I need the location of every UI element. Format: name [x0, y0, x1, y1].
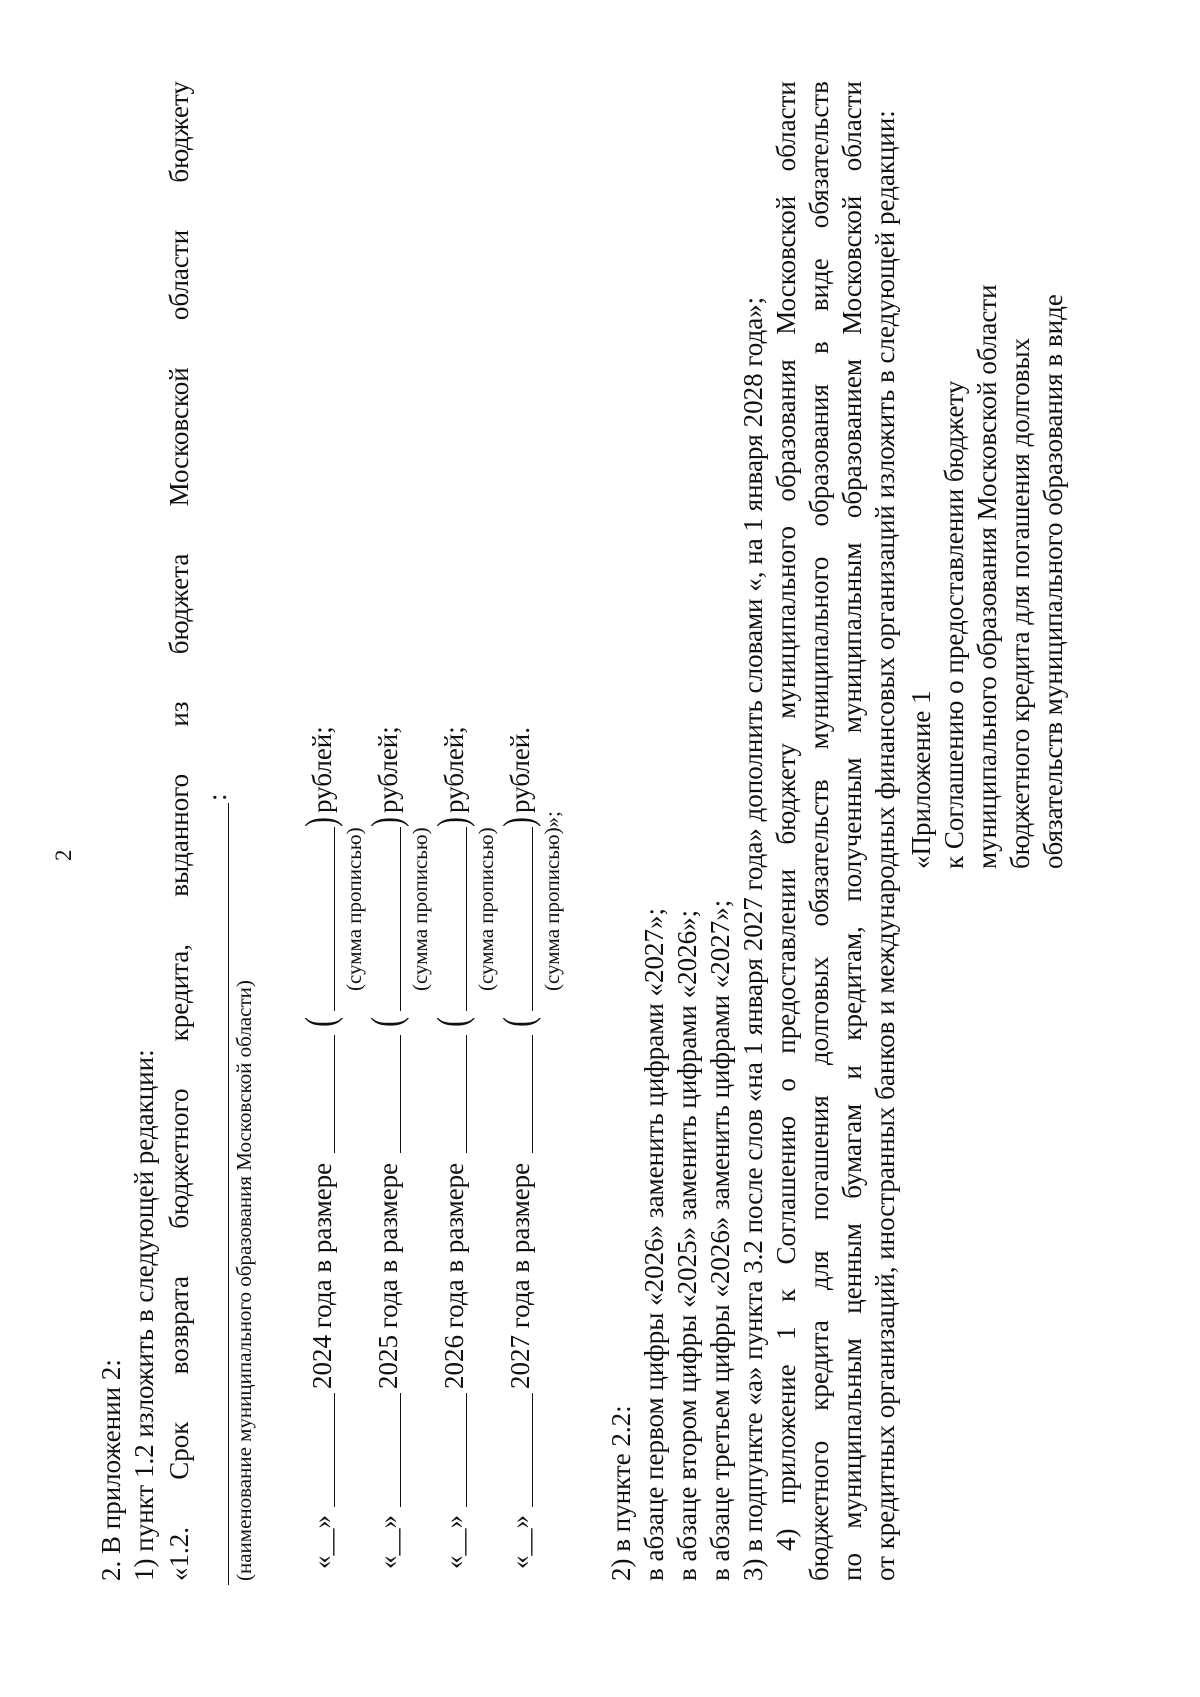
amount-blank-line [532, 1035, 533, 1153]
open-paren: ( [430, 1017, 476, 1027]
colon-after-blank: : [202, 793, 232, 801]
item4-word: долговых [804, 956, 834, 1066]
close-paren: ) [430, 817, 476, 827]
item4-word: Московской [837, 195, 867, 335]
item4-word: бюджетного [804, 1440, 834, 1581]
item4-word: муниципальным [837, 1338, 867, 1529]
currency-label: рублей; [307, 726, 337, 813]
appendix-header-line-4: бюджетного кредита для погашения долговых [1005, 337, 1035, 869]
item4-word: Соглашению [771, 1115, 801, 1265]
close-paren: ) [496, 817, 542, 827]
year-label: 2027 года в размере [505, 1162, 535, 1389]
currency-label: рублей; [373, 726, 403, 813]
item4-word: ценным [837, 1223, 867, 1314]
open-paren: ( [298, 1017, 344, 1027]
item4-line-2 [806, 81, 833, 1581]
appendix-header-line-2: к Соглашению о предоставлении бюджету [939, 380, 969, 869]
item4-word: муниципального [771, 525, 801, 719]
month-blank-line [532, 1393, 533, 1507]
year-label: 2026 года в размере [439, 1162, 469, 1389]
item4-word: виде [804, 258, 834, 312]
page-number: 2 [51, 849, 76, 861]
appendix-header-line-5: обязательств муниципального образования в виде [1038, 294, 1068, 869]
item4-word: кредита [804, 1320, 834, 1411]
close-paren: ) [298, 817, 344, 827]
item4-word: образования [771, 359, 801, 502]
close-paren: ) [364, 817, 410, 827]
clause-word: Срок [164, 1421, 194, 1480]
item4-word: к [771, 1288, 801, 1302]
item4-word: по [837, 1553, 867, 1581]
day-blank: «__» [505, 1515, 535, 1569]
item3-text: 3) в подпункте «а» пункта 3.2 после слов «на 1 января 2027 года» дополнить словами «, на 1 января 2028 года»; [738, 296, 768, 1581]
amount-words-blank-line [466, 827, 467, 1011]
item4-word: приложение [771, 1364, 801, 1505]
amount-words-blank-line [532, 827, 533, 1011]
amount-blank-line [334, 1035, 335, 1153]
section-title: 2. В приложении 2: [96, 1359, 126, 1581]
amount-caption: (сумма прописью) [408, 827, 432, 991]
open-paren: ( [496, 1017, 542, 1027]
item4-word: обязательств [804, 779, 834, 927]
municipality-blank-line [228, 803, 229, 1585]
year-label: 2024 года в размере [307, 1162, 337, 1389]
item4-last-line: от кредитных организаций, иностранных банков и международных финансовых организаций изложить в следующей редакции: [870, 110, 900, 1581]
open-paren: ( [364, 1017, 410, 1027]
item4-word: образования [804, 384, 834, 527]
appendix-header-line-1: «Приложение 1 [906, 690, 936, 869]
amount-caption: (сумма прописью) [474, 827, 498, 991]
clause-word: «1.2. [164, 1527, 194, 1581]
item4-word: 4) [771, 1528, 801, 1551]
amount-blank-line [466, 1035, 467, 1153]
item4-word: о [771, 1078, 801, 1092]
item2-line-3: в абзаце третьем цифры «2026» заменить цифрами «2027»; [705, 899, 735, 1581]
day-blank: «__» [307, 1515, 337, 1569]
item4-word: полученным [837, 757, 867, 902]
clause-word: кредита, [164, 944, 194, 1042]
amount-blank-line [400, 1035, 401, 1153]
day-blank: «__» [439, 1515, 469, 1569]
item4-word: 1 [771, 1326, 801, 1340]
item4-line-3 [839, 81, 866, 1581]
item4-word: области [771, 81, 801, 172]
clause-word: бюджетного [164, 1088, 194, 1229]
item4-word: образованием [837, 359, 867, 519]
amount-caption: (сумма прописью) [342, 827, 366, 991]
item4-word: бюджету [771, 743, 801, 845]
item4-word: Московской [771, 195, 801, 335]
item4-word: обязательств [804, 81, 834, 229]
item4-word: кредитам, [837, 926, 867, 1041]
item4-word: в [804, 341, 834, 355]
item4-word: муниципального [804, 556, 834, 750]
clause-word: области [164, 229, 194, 321]
month-blank-line [334, 1393, 335, 1507]
item2-intro: 2) в пункте 2.2: [606, 1405, 636, 1581]
clause-word: бюджета [164, 553, 194, 655]
item2-line-2: в абзаце втором цифры «2025» заменить цифрами «2026»; [672, 909, 702, 1581]
appendix-header-line-3: муниципального образования Московской области [972, 284, 1002, 869]
clause-word: из [164, 701, 194, 727]
item4-word: предоставлении [771, 868, 801, 1054]
clause-word: возврата [164, 1276, 194, 1375]
clause-word: бюджету [164, 81, 194, 183]
clause-1-2-line [166, 81, 193, 1581]
clause-word: выданного [164, 773, 194, 897]
month-blank-line [466, 1393, 467, 1507]
day-blank: «__» [373, 1515, 403, 1569]
item4-word: области [837, 81, 867, 172]
item4-word: муниципальным [837, 542, 867, 734]
amount-caption: (сумма прописью)»; [540, 811, 564, 991]
currency-label: рублей; [439, 726, 469, 813]
item4-word: бумагам [837, 1103, 867, 1199]
clause-word: Московской [164, 367, 194, 507]
year-label: 2025 года в размере [373, 1162, 403, 1389]
item1-intro: 1) пункт 1.2 изложить в следующей редакции: [129, 1049, 159, 1581]
amount-words-blank-line [334, 827, 335, 1011]
item2-line-1: в абзаце первом цифры «2026» заменить цифрами «2027»; [639, 907, 669, 1581]
amount-words-blank-line [400, 827, 401, 1011]
item4-word: и [837, 1064, 867, 1080]
item4-word: для [804, 1250, 834, 1291]
item4-word: погашения [804, 1095, 834, 1221]
month-blank-line [400, 1393, 401, 1507]
item4-line-1 [773, 81, 800, 1551]
municipality-caption: (наименование муниципального образования Московской области) [232, 980, 256, 1581]
currency-label: рублей. [505, 726, 535, 813]
